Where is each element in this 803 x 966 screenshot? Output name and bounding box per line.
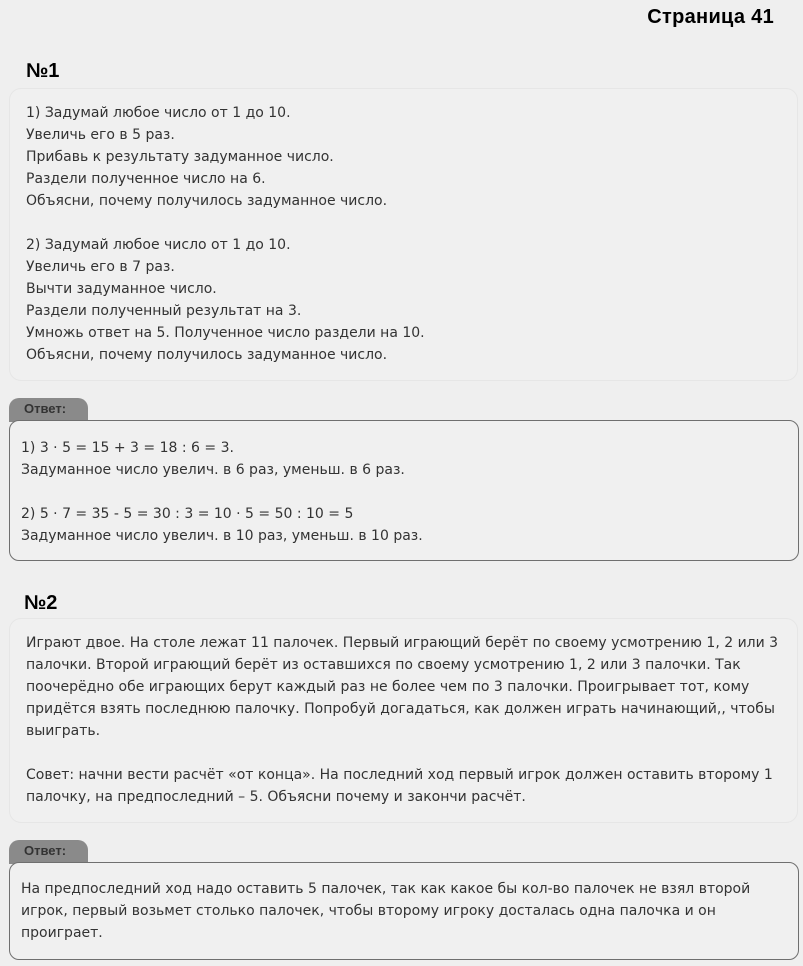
task-1-line: 2) Задумай любое число от 1 до 10. bbox=[26, 237, 291, 253]
task-1-line: 1) Задумай любое число от 1 до 10. bbox=[26, 105, 291, 121]
task-2-answer-box bbox=[9, 862, 799, 960]
task-1-answer-line: Задуманное число увелич. в 6 раз, уменьш. в 6 раз. bbox=[21, 462, 405, 478]
task-2-paragraph: Совет: начни вести расчёт «от конца». На последний ход первый игрок должен оставить второму 1 палочку, на предпоследний – 5. Объясни почему и закончи расчёт. bbox=[26, 767, 773, 805]
task-2-box bbox=[9, 618, 798, 823]
page-number-header: Страница 41 bbox=[647, 6, 774, 28]
task-1-line: Объясни, почему получилось задуманное число. bbox=[26, 193, 388, 209]
task-1-line: Объясни, почему получилось задуманное число. bbox=[26, 347, 388, 363]
task-1-line: Раздели полученный результат на 3. bbox=[26, 303, 302, 319]
task-1-answer-line: Задуманное число увелич. в 10 раз, уменьш. в 10 раз. bbox=[21, 528, 423, 544]
task-2-answer-tab: Ответ: bbox=[9, 840, 88, 864]
task-1-line: Увеличь его в 5 раз. bbox=[26, 127, 175, 143]
task-1-title: №1 bbox=[26, 60, 60, 82]
task-1-line: Вычти задуманное число. bbox=[26, 281, 217, 297]
task-1-answer-tab: Ответ: bbox=[9, 398, 88, 422]
task-1-line: Прибавь к результату задуманное число. bbox=[26, 149, 334, 165]
task-1-line: Увеличь его в 7 раз. bbox=[26, 259, 175, 275]
task-1-line: Умножь ответ на 5. Полученное число раздели на 10. bbox=[26, 325, 425, 341]
task-1-answer-box bbox=[9, 420, 799, 561]
task-1-answer-line: 2) 5 · 7 = 35 - 5 = 30 : 3 = 10 · 5 = 50 : 10 = 5 bbox=[21, 506, 354, 522]
task-1-blank-line bbox=[26, 212, 797, 234]
task-2-blank-line bbox=[26, 742, 782, 764]
task-1-answer-line: 1) 3 · 5 = 15 + 3 = 18 : 6 = 3. bbox=[21, 440, 234, 456]
task-2-paragraph: Играют двое. На столе лежат 11 палочек. Первый играющий берёт по своему усмотрению 1, 2 или 3 палочки. Второй играющий берёт из оставшихся по своему усмотрению 1, 2 или 3 палочки. Так поочерёдно обе играющих берут каждый раз не более чем по 3 палочки. Проигрывает тот, кому придётся взять последнюю палочку. Попробуй догадаться, как должен играть начинающий,, чтобы выиграть. bbox=[26, 635, 779, 739]
task-1-box bbox=[9, 88, 798, 381]
task-1-answer-blank-line bbox=[21, 481, 798, 503]
task-1-line: Раздели полученное число на 6. bbox=[26, 171, 266, 187]
task-2-title: №2 bbox=[24, 592, 58, 614]
task-2-answer-paragraph: На предпоследний ход надо оставить 5 палочек, так как какое бы кол-во палочек не взял второй игрок, первый возьмет столько палочек, чтобы второму игроку досталась одна палочка и он проиграет. bbox=[21, 881, 751, 941]
